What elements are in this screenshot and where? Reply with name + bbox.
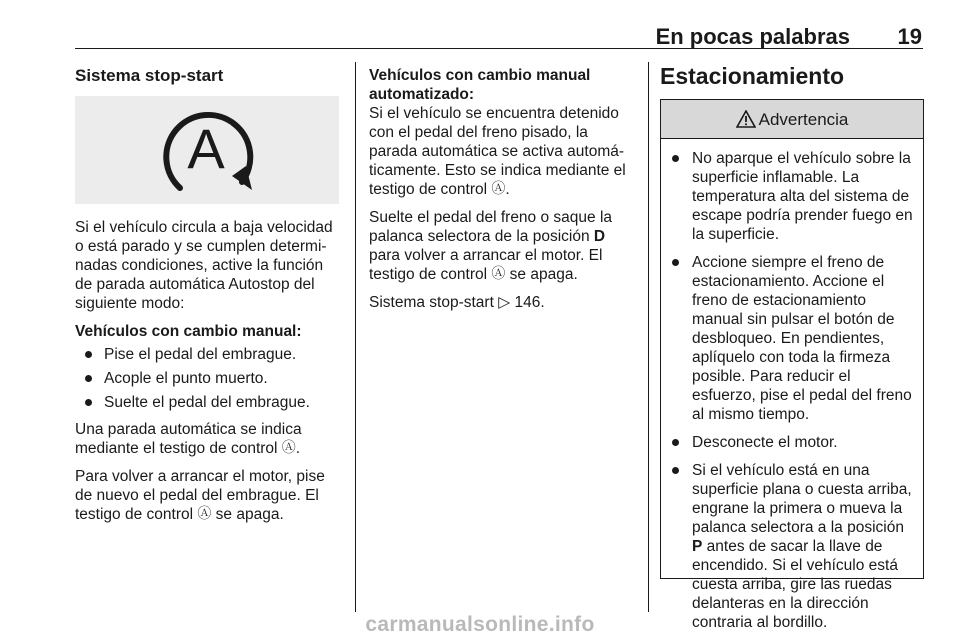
- indicator-a-icon: Ⓐ: [197, 505, 212, 521]
- column-2: [369, 66, 635, 321]
- bullet-icon: [672, 439, 679, 446]
- paragraph: Suelte el pedal del freno o saque la palanca selectora de la posición D para volver a arrancar el motor. El testigo de control Ⓐ se apaga.: [369, 209, 613, 283]
- section-title: Estacionamiento: [660, 63, 845, 89]
- bullet-icon: [85, 375, 92, 382]
- watermark: carmanualsonline.info: [365, 613, 595, 636]
- column-3: [660, 62, 925, 631]
- reference-arrow-icon: ▷: [498, 294, 511, 311]
- column-1: [75, 66, 343, 533]
- warning-box: [660, 99, 924, 631]
- section-title: Sistema stop-start: [75, 66, 224, 85]
- gear-d-label: D: [593, 228, 606, 245]
- bullet-icon: [85, 351, 92, 358]
- bullet-icon: [85, 399, 92, 406]
- indicator-a-icon: Ⓐ: [281, 439, 296, 455]
- running-header: En pocas palabras: [655, 24, 850, 49]
- paragraph: Una parada automática se indica mediante el testigo de control Ⓐ.: [75, 421, 302, 457]
- indicator-a-icon: Ⓐ: [491, 265, 506, 281]
- cross-reference: Sistema stop-start ▷ 146.: [369, 294, 545, 311]
- indicator-a-icon: Ⓐ: [491, 180, 506, 196]
- warning-body: [661, 139, 923, 632]
- bullet-icon: [672, 155, 679, 162]
- gear-p-label: P: [692, 538, 703, 555]
- manual-steps-list: [75, 345, 343, 412]
- bullet-icon: [672, 259, 679, 266]
- column-divider: [648, 62, 649, 612]
- automated-heading: Vehículos con cambio manual automatizado:: [369, 67, 591, 103]
- warning-list: [668, 149, 917, 632]
- list-item: Pise el pedal del embrague.: [75, 345, 343, 364]
- list-item: Suelte el pedal del embrague.: [75, 393, 343, 412]
- column-divider: [355, 62, 356, 612]
- paragraph: Para volver a arrancar el motor, pise de nuevo el pedal del embrague. El testigo de control Ⓐ se apaga.: [75, 468, 325, 523]
- header-rule: [75, 48, 923, 49]
- bullet-icon: [672, 467, 679, 474]
- svg-text:A: A: [187, 117, 225, 180]
- auto-stop-icon-figure: [75, 96, 339, 204]
- warning-header: [661, 100, 923, 139]
- paragraph: Si el vehículo se encuentra detenido con el pedal del freno pisado, la parada automática se activa automá- ticamente. Esto se indica mediante el testigo de control Ⓐ.: [369, 105, 626, 198]
- list-item: Accione siempre el freno de estacionamiento. Accione el freno de estacionamiento manual sin pulsar el botón de desbloqueo. En pendientes, aplíquelo con toda la firmeza posible. Para reducir el esfuerzo, pise el pedal del freno al mismo tiempo.: [668, 253, 917, 424]
- warning-title: Advertencia: [758, 109, 849, 129]
- list-item: Si el vehículo está en una superficie plana o cuesta arriba, engrane la primera o mueva la palanca selectora a la posición P antes de sacar la llave de encendido. Si el vehículo está cuesta arriba, gire las ruedas delanteras en la dirección contraria al bordillo.: [668, 461, 917, 632]
- list-item: Acople el punto muerto.: [75, 369, 343, 388]
- list-item: No aparque el vehículo sobre la superficie inflamable. La temperatura alta del sistema de escape podría prender fuego en la superficie.: [668, 149, 917, 244]
- warning-triangle-icon: [736, 110, 756, 128]
- auto-stop-icon: [142, 100, 272, 200]
- list-item: Desconecte el motor.: [668, 433, 917, 452]
- manual-heading: Vehículos con cambio manual:: [75, 323, 302, 340]
- intro-paragraph: Si el vehículo circula a baja velocidad o está parado y se cumplen determi- nadas condiciones, active la función de parada automática Autostop del siguiente modo:: [75, 219, 333, 312]
- page-number: 19: [897, 24, 922, 49]
